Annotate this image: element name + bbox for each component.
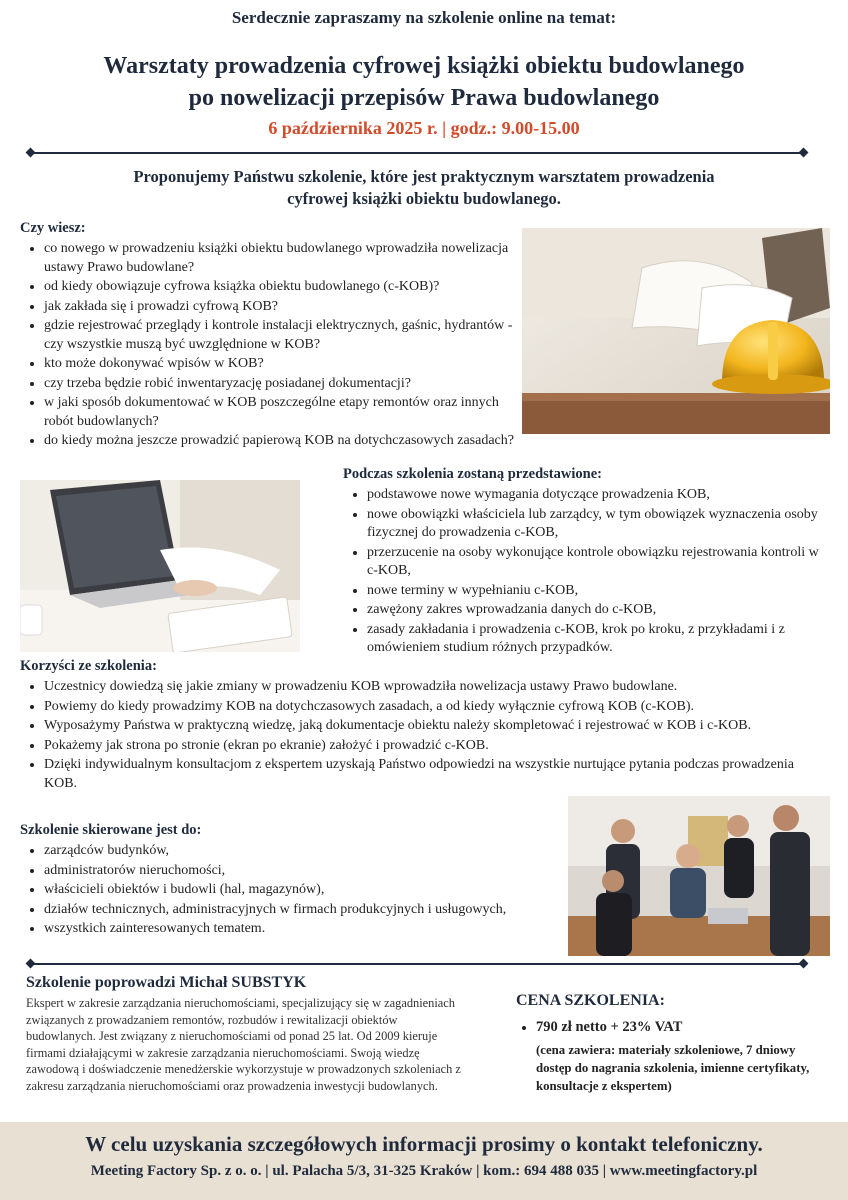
list-item: • zarządców budynków, <box>44 841 520 861</box>
list-item: • podstawowe nowe wymagania dotyczące prowadzenia KOB, <box>367 485 833 505</box>
list-item: • nowe terminy w wypełnianiu c-KOB, <box>367 581 833 601</box>
lead-line-1: Proponujemy Państwu szkolenie, które jest praktycznym warsztatem prowadzenia <box>133 167 715 186</box>
footer <box>0 1122 848 1200</box>
skierowane-heading: Szkolenie skierowane jest do: <box>20 822 202 838</box>
list-item: • Powiemy do kiedy prowadzimy KOB na dotychczasowych zasadach, a od kiedy wyłącznie cyfrową KOB (c-KOB). <box>44 697 820 717</box>
helmet-image <box>522 228 830 434</box>
section-trainer <box>26 974 466 1094</box>
photo-business-meeting <box>568 796 830 956</box>
list-item: • w jaki sposób dokumentować w KOB poszczególne etapy remontów oraz innych robót budowlanych? <box>44 393 530 431</box>
section-price <box>516 992 826 1095</box>
list-item: • od kiedy obowiązuje cyfrowa książka obiektu budowlanego (c-KOB)? <box>44 277 530 297</box>
list-item: • administratorów nieruchomości, <box>44 861 520 881</box>
list-item: • zasady zakładania i prowadzenia c-KOB, krok po kroku, z przykładami i z omówieniem studium różnych przypadków. <box>367 620 833 658</box>
footer-cta: W celu uzyskania szczegółowych informacji prosimy o kontakt telefoniczny. <box>85 1132 763 1156</box>
price-heading: CENA SZKOLENIA: <box>516 992 665 1009</box>
section-czy-wiesz <box>20 220 530 451</box>
divider-top <box>30 152 804 154</box>
photo-helmet-blueprints <box>522 228 830 434</box>
list-item: • gdzie rejestrować przeglądy i kontrole instalacji elektrycznych, gaśnic, hydrantów - czy wszystkie muszą być uwzględnione w KOB? <box>44 316 530 354</box>
divider-bottom <box>30 963 804 965</box>
trainer-heading: Szkolenie poprowadzi Michał SUBSTYK <box>26 974 307 991</box>
meeting-image <box>568 796 830 956</box>
list-item: • Pokażemy jak strona po stronie (ekran po ekranie) założyć i prowadzić c-KOB. <box>44 736 820 756</box>
list-item: • jak zakłada się i prowadzi cyfrową KOB? <box>44 297 530 317</box>
section-skierowane <box>20 822 520 939</box>
list-item: • zawężony zakres wprowadzania danych do c-KOB, <box>367 600 833 620</box>
korzysci-heading: Korzyści ze szkolenia: <box>20 658 157 674</box>
section-korzysci <box>20 658 820 793</box>
podczas-heading: Podczas szkolenia zostaną przedstawione: <box>343 466 602 482</box>
trainer-bio: Ekspert w zakresie zarządzania nieruchomościami, specjalizujący się w zagadnieniach związanych z prowadzaniem remontów, rozbudów i rewitalizacji obiektów budowlanych. Jest związany z nieruchomościami od ponad 25 lat. Od 2009 kieruje firmami działającymi w zakresie zarządzania nieruchomościami. Swoją wiedzę zawodową i doświadczenie menedżerskie wykorzystuje w prowadzonych szkoleniach z zakresu zarządzania nieruchomościami oraz prowadzenia inwestycji budowlanych. <box>26 996 461 1093</box>
lead-line-2: cyfrowej książki obiektu budowlanego. <box>287 189 561 208</box>
list-item: • do kiedy można jeszcze prowadzić papierową KOB na dotychczasowych zasadach? <box>44 431 530 451</box>
list-item: • nowe obowiązki właściciela lub zarządcy, w tym obowiązek wyznaczenia osoby fizycznej do prowadzenia c-KOB, <box>367 505 833 543</box>
list-item: • kto może dokonywać wpisów w KOB? <box>44 354 530 374</box>
podczas-list <box>343 485 833 658</box>
footer-contact: Meeting Factory Sp. z o. o. | ul. Palacha 5/3, 31-325 Kraków | kom.: 694 488 035 | www.meetingfactory.pl <box>90 1163 758 1179</box>
list-item: • działów technicznych, administracyjnych w firmach produkcyjnych i usługowych, <box>44 900 520 920</box>
list-item: • Dzięki indywidualnym konsultacjom z ekspertem uzyskają Państwo odpowiedzi na wszystkie nurtujące pytania podczas prowadzenia KOB. <box>44 755 820 793</box>
intro-text: Serdecznie zapraszamy na szkolenie online na temat: <box>231 8 617 27</box>
section-podczas <box>343 466 833 658</box>
price-list <box>516 1018 826 1095</box>
list-item: • Uczestnicy dowiedzą się jakie zmiany w prowadzeniu KOB wprowadziła nowelizacja ustawy Prawo budowlane. <box>44 677 820 697</box>
price-value: • 790 zł netto + 23% VAT <box>536 1019 683 1035</box>
title-line-2: po nowelizacji przepisów Prawa budowlanego <box>188 85 660 111</box>
list-item: • co nowego w prowadzeniu książki obiektu budowlanego wprowadziła nowelizacja ustawy Prawo budowlane? <box>44 239 530 277</box>
czy-wiesz-heading: Czy wiesz: <box>20 220 86 236</box>
list-item: • wszystkich zainteresowanych tematem. <box>44 919 520 939</box>
laptop-image <box>20 480 300 652</box>
list-item: • czy trzeba będzie robić inwentaryzację posiadanej dokumentacji? <box>44 374 530 394</box>
korzysci-list <box>20 677 820 793</box>
lead-text <box>0 166 848 210</box>
list-item: • przerzucenie na osoby wykonujące kontrole obowiązku rejestrowania kontroli w c-KOB, <box>367 543 833 581</box>
price-note: (cena zawiera: materiały szkoleniowe, 7 dniowy dostęp do nagrania szkolenia, imienne certyfikaty, konsultacje z ekspertem) <box>536 1042 810 1093</box>
title-line-1: Warsztaty prowadzenia cyfrowej książki obiektu budowlanego <box>103 53 745 79</box>
list-item: • właścicieli obiektów i budowli (hal, magazynów), <box>44 880 520 900</box>
price-item <box>536 1018 826 1095</box>
page-title <box>0 50 848 114</box>
skierowane-list <box>20 841 520 939</box>
photo-laptop-typing <box>20 480 300 652</box>
czy-wiesz-list <box>20 239 530 451</box>
event-date: 6 października 2025 r. | godz.: 9.00-15.00 <box>268 118 580 138</box>
list-item: • Wyposażymy Państwa w praktyczną wiedzę, jaką dokumentacje obiektu należy skompletować i rejestrować w KOB i c-KOB. <box>44 716 820 736</box>
